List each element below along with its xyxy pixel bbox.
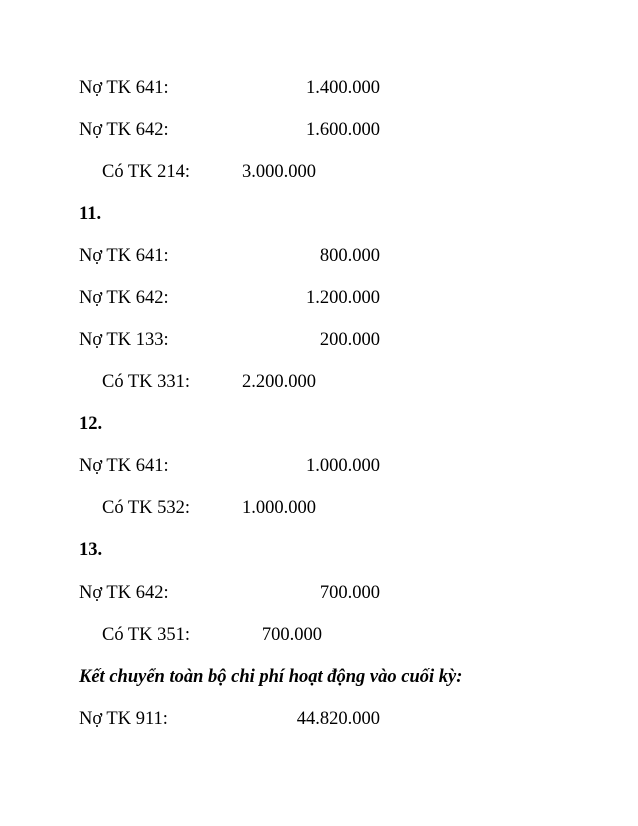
account-label: Nợ TK 641:: [79, 78, 169, 98]
amount: 800.000: [319, 246, 380, 266]
account-label: Có TK 214:: [102, 162, 191, 182]
account-label: Nợ TK 641:: [79, 456, 169, 476]
entry-heading: [0, 411, 638, 437]
account-label: Có TK 532:: [102, 498, 191, 518]
entry-number: 11.: [79, 204, 102, 224]
journal-line-debit: [0, 285, 638, 311]
entry-heading: [0, 537, 638, 563]
journal-line-debit: [0, 75, 638, 101]
amount: 44.820.000: [296, 709, 380, 729]
journal-line-debit: [0, 580, 638, 606]
section-title-line: [0, 664, 638, 690]
journal-line-credit: [0, 622, 638, 648]
account-label: Có TK 351:: [102, 625, 191, 645]
account-label: Nợ TK 911:: [79, 709, 168, 729]
account-label: Nợ TK 642:: [79, 120, 169, 140]
journal-line-debit: [0, 243, 638, 269]
account-label: Nợ TK 642:: [79, 583, 169, 603]
journal-line-credit: [0, 159, 638, 185]
journal-line-debit: [0, 453, 638, 479]
amount: 1.200.000: [306, 288, 380, 308]
journal-line-debit: [0, 706, 638, 732]
section-title: Kết chuyển toàn bộ chi phí hoạt động vào cuối kỳ:: [79, 667, 463, 687]
amount: 700.000: [319, 583, 380, 603]
account-label: Nợ TK 641:: [79, 246, 169, 266]
entry-number: 13.: [79, 540, 103, 560]
amount: 1.600.000: [306, 120, 380, 140]
journal-line-debit: [0, 327, 638, 353]
amount: 1.400.000: [306, 78, 380, 98]
journal-line-credit: [0, 369, 638, 395]
amount: 1.000.000: [242, 498, 316, 518]
amount: 700.000: [261, 625, 322, 645]
amount: 1.000.000: [306, 456, 380, 476]
entry-heading: [0, 201, 638, 227]
amount: 2.200.000: [242, 372, 316, 392]
entry-number: 12.: [79, 414, 103, 434]
journal-line-credit: [0, 495, 638, 521]
account-label: Có TK 331:: [102, 372, 191, 392]
account-label: Nợ TK 642:: [79, 288, 169, 308]
account-label: Nợ TK 133:: [79, 330, 169, 350]
amount: 3.000.000: [242, 162, 316, 182]
amount: 200.000: [319, 330, 380, 350]
journal-line-debit: [0, 117, 638, 143]
